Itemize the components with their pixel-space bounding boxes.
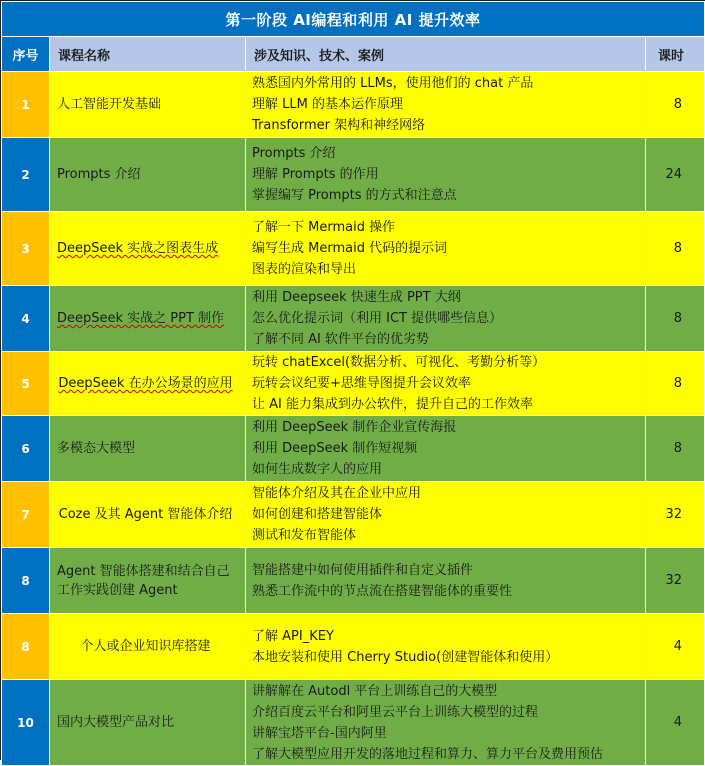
course-name: Agent 智能体搭建和结合自己工作实践创建 Agent: [50, 548, 246, 614]
course-hours: 4: [646, 680, 705, 766]
row-no: 1: [2, 72, 50, 138]
course-hours: 8: [646, 212, 705, 286]
topic-line: 本地安装和使用 Cherry Studio(创建智能体和使用）: [252, 649, 559, 665]
table-row: [2, 680, 705, 766]
topic-line: 熟悉国内外常用的 LLMs，使用他们的 chat 产品: [252, 76, 534, 91]
table-row: [2, 482, 705, 548]
header-topics: 涉及知识、技术、案例: [246, 37, 646, 72]
row-no: 8: [2, 614, 50, 680]
course-name: 人工智能开发基础: [50, 72, 246, 138]
header-no: 序号: [2, 37, 50, 72]
course-name: 多模态大模型: [50, 416, 246, 482]
course-hours: 4: [646, 614, 705, 680]
topic-line: 玩转 chatExcel(数据分析、可视化、考勤分析等）: [252, 355, 546, 370]
topic-line: 熟悉工作流中的节点流在搭建智能体的重要性: [252, 583, 513, 599]
course-name: 国内大模型产品对比: [50, 680, 246, 766]
course-topics: [246, 352, 646, 416]
topic-line: 智能搭建中如何使用插件和自定义插件: [252, 562, 474, 578]
topic-line: 理解 Prompts 的作用: [252, 167, 379, 182]
topic-line: 利用 DeepSeek 制作短视频: [252, 441, 418, 456]
course-topics: [246, 138, 646, 212]
row-no: 6: [2, 416, 50, 482]
table-title: 第一阶段 AI编程和利用 AI 提升效率: [2, 2, 705, 37]
table-row: [2, 352, 705, 416]
course-hours: 24: [646, 138, 705, 212]
course-name-text: DeepSeek 实战之图表生成: [57, 241, 219, 256]
topic-line: 介绍百度云平台和阿里云平台上训练大模型的过程: [252, 704, 539, 720]
topic-line: 利用 DeepSeek 制作企业宣传海报: [252, 420, 457, 435]
topic-line: 如何创建和搭建智能体: [252, 507, 383, 522]
course-topics: [246, 680, 646, 766]
topic-line: 了解一下 Mermaid 操作: [252, 220, 396, 235]
topic-line: Transformer 架构和神经网络: [252, 118, 426, 133]
course-topics: [246, 416, 646, 482]
row-no: 2: [2, 138, 50, 212]
course-hours: 32: [646, 548, 705, 614]
course-table: [1, 1, 705, 766]
topic-line: 让 AI 能力集成到办公软件，提升自己的工作效率: [252, 397, 533, 412]
topic-line: 理解 LLM 的基本运作原理: [252, 97, 403, 112]
topic-line: 图表的渲染和导出: [252, 262, 357, 277]
row-no: 5: [2, 352, 50, 416]
course-topics: [246, 286, 646, 352]
header-hours: 课时: [646, 37, 705, 72]
topic-line: 了解不同 AI 软件平台的优劣势: [252, 332, 429, 347]
table-row: [2, 614, 705, 680]
course-topics: [246, 482, 646, 548]
table-row: [2, 212, 705, 286]
course-name: [50, 352, 246, 416]
row-no: 7: [2, 482, 50, 548]
row-no: 4: [2, 286, 50, 352]
course-name: [50, 212, 246, 286]
course-topics: [246, 72, 646, 138]
topic-line: 掌握编写 Prompts 的方式和注意点: [252, 188, 457, 203]
title-row: [2, 2, 705, 37]
topic-line: 利用 Deepseek 快速生成 PPT 大纲: [252, 290, 461, 305]
table-row: [2, 548, 705, 614]
topic-line: 测试和发布智能体: [252, 528, 357, 543]
course-name: 个人或企业知识库搭建: [50, 614, 246, 680]
row-no: 3: [2, 212, 50, 286]
course-name: Coze 及其 Agent 智能体介绍: [50, 482, 246, 548]
course-hours: 8: [646, 416, 705, 482]
header-name: 课程名称: [50, 37, 246, 72]
course-name: Prompts 介绍: [50, 138, 246, 212]
topic-line: 玩转会议纪要+思维导图提升会议效率: [252, 376, 471, 391]
row-no: 8: [2, 548, 50, 614]
topic-line: 如何生成数字人的应用: [252, 462, 383, 477]
topic-line: 智能体介绍及其在企业中应用: [252, 486, 422, 501]
course-hours: 8: [646, 352, 705, 416]
course-name: [50, 286, 246, 352]
course-topics: [246, 212, 646, 286]
header-row: [2, 37, 705, 72]
table-row: [2, 138, 705, 212]
topic-line: 怎么优化提示词（利用 ICT 提供哪些信息）: [252, 311, 503, 326]
course-hours: 32: [646, 482, 705, 548]
table-row: [2, 286, 705, 352]
course-name-text: DeepSeek 实战之 PPT 制作: [57, 311, 225, 326]
course-topics: [246, 548, 646, 614]
topic-line: 了解 API_KEY: [252, 628, 334, 644]
course-hours: 8: [646, 72, 705, 138]
topic-line: 了解大模型应用开发的落地过程和算力、算力平台及费用预估: [252, 746, 604, 762]
table-row: [2, 72, 705, 138]
topic-line: 编写生成 Mermaid 代码的提示词: [252, 241, 448, 256]
row-no: 10: [2, 680, 50, 766]
table-row: [2, 416, 705, 482]
course-name-text: DeepSeek 在办公场景的应用: [58, 376, 233, 391]
course-topics: [246, 614, 646, 680]
topic-line: Prompts 介绍: [252, 146, 336, 161]
topic-line: 讲解解在 Autodl 平台上训练自己的大模型: [252, 683, 498, 699]
course-hours: 8: [646, 286, 705, 352]
topic-line: 讲解宝塔平台-国内阿里: [252, 725, 387, 741]
